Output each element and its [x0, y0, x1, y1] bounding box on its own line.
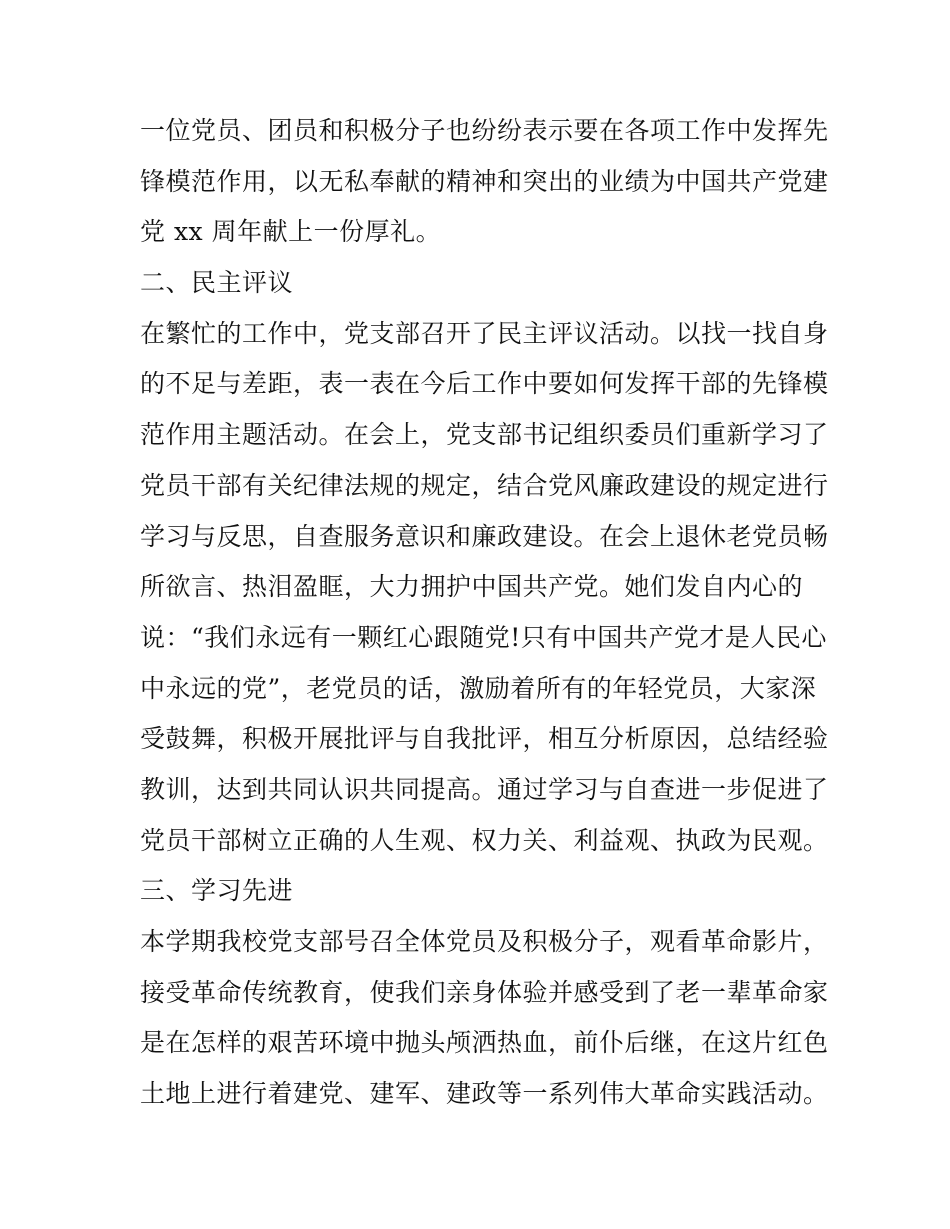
text-line-15: 党员干部树立正确的人生观、权力关、利益观、执政为民观。 [140, 825, 829, 855]
text-line-20: 土地上进行着建党、建军、建政等一系列伟大革命实践活动。 [140, 1079, 829, 1109]
text-line-2: 锋模范作用，以无私奉献的精神和突出的业绩为中国共产党建 [140, 166, 829, 196]
section-heading-learn-advanced: 三、学习先进 [140, 876, 294, 906]
text-line-6: 的不足与差距，表一表在今后工作中要如何发挥干部的先锋模 [140, 369, 829, 399]
text-line-17: 本学期我校党支部号召全体党员及积极分子，观看革命影片， [140, 927, 829, 956]
text-line-7: 范作用主题活动。在会上，党支部书记组织委员们重新学习了 [140, 420, 829, 450]
body-text [140, 106, 829, 1120]
text-line-8: 党员干部有关纪律法规的规定，结合党风廉政建设的规定进行 [140, 470, 829, 500]
text-line-14: 教训，达到共同认识共同提高。通过学习与自查进一步促进了 [140, 774, 829, 804]
text-line-13: 受鼓舞，积极开展批评与自我批评，相互分析原因，总结经验 [140, 724, 829, 754]
text-line-9: 学习与反思，自查服务意识和廉政建设。在会上退休老党员畅 [140, 521, 829, 551]
text-line-19: 是在怎样的艰苦环境中抛头颅洒热血，前仆后继，在这片红色 [140, 1028, 829, 1058]
text-line-5: 在繁忙的工作中，党支部召开了民主评议活动。以找一找自身 [140, 318, 829, 348]
text-line-3: 党 xx 周年献上一份厚礼。 [140, 217, 442, 247]
text-line-10: 所欲言、热泪盈眶，大力拥护中国共产党。她们发自内心的 [140, 572, 804, 602]
text-line-11: 说：“我们永远有一颗红心跟随党!只有中国共产党才是人民心 [140, 622, 827, 652]
section-heading-democratic-review: 二、民主评议 [140, 268, 294, 298]
text-line-1: 一位党员、团员和积极分子也纷纷表示要在各项工作中发挥先 [140, 116, 829, 145]
text-line-18: 接受革命传统教育，使我们亲身体验并感受到了老一辈革命家 [140, 977, 829, 1007]
text-line-12: 中永远的党”，老党员的话，激励着所有的年轻党员，大家深 [140, 673, 817, 703]
